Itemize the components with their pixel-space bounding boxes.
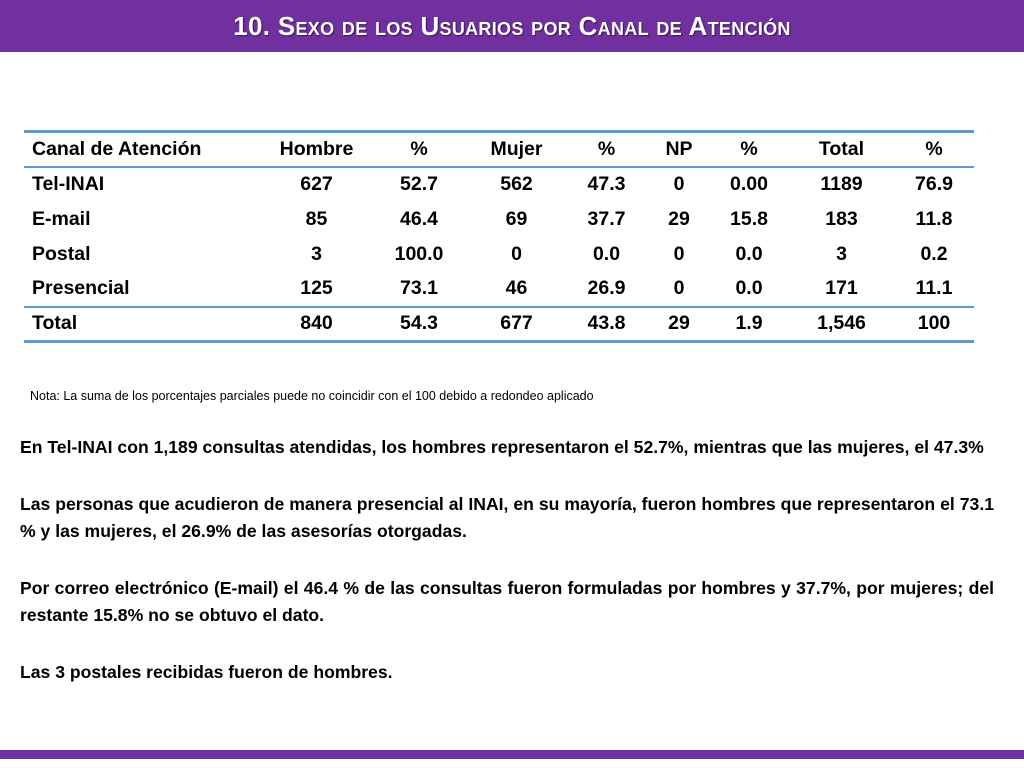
cell-np-pct: 0.0 — [735, 242, 763, 265]
table-row — [24, 237, 974, 272]
total-hombre: 840 — [300, 312, 333, 335]
cell-np: 0 — [673, 242, 685, 265]
cell-hombre: 85 — [305, 207, 328, 230]
cell-total: 183 — [825, 207, 858, 230]
cell-total-pct: 0.2 — [920, 242, 948, 265]
cell-np: 29 — [668, 207, 690, 230]
paragraph-postal: Las 3 postales recibidas fueron de hombres. — [20, 662, 393, 682]
paragraph-tel-inai: En Tel-INAI con 1,189 consultas atendidas, los hombres representaron el 52.7%, mientras que las mujeres, el 47.3% — [20, 437, 984, 457]
cell-hombre: 627 — [300, 173, 333, 195]
header-hombre-pct: % — [410, 137, 428, 160]
table-note: Nota: La suma de los porcentajes parciales puede no coincidir con el 100 debido a redondeo aplicado — [30, 389, 594, 403]
header-total-pct: % — [925, 137, 943, 160]
paragraph-presencial: Las personas que acudieron de manera presencial al INAI, en su mayoría, fueron hombres que representaron el 73.1 % y las mujeres, el 26.9% de las asesorías otorgadas. — [20, 494, 994, 541]
cell-mujer: 0 — [511, 242, 522, 265]
cell-total: 1189 — [820, 173, 863, 195]
total-total: 1,546 — [817, 312, 866, 335]
bottom-accent-bar — [0, 750, 1024, 759]
usuarios-table — [24, 130, 974, 343]
cell-np-pct: 0.00 — [730, 173, 768, 195]
total-label: Total — [32, 312, 78, 335]
cell-canal: E-mail — [32, 207, 91, 230]
cell-mujer: 69 — [505, 207, 528, 230]
paragraph-email: Por correo electrónico (E-mail) el 46.4 % de las consultas fueron formuladas por hombres y 37.7%, por mujeres; del restante 15.8% no se obtuvo el dato. — [20, 578, 994, 625]
cell-total: 3 — [836, 242, 847, 265]
cell-hombre: 125 — [300, 277, 333, 299]
cell-hombre-pct: 46.4 — [400, 207, 438, 230]
table-row — [24, 167, 974, 202]
cell-mujer-pct: 47.3 — [587, 173, 626, 195]
header-hombre: Hombre — [279, 137, 354, 160]
cell-mujer: 46 — [505, 277, 528, 299]
cell-canal: Presencial — [32, 277, 130, 299]
cell-total-pct: 11.1 — [915, 277, 953, 299]
cell-mujer-pct: 37.7 — [587, 207, 626, 230]
total-np: 29 — [668, 312, 690, 335]
cell-canal: Tel-INAI — [32, 173, 105, 195]
cell-hombre-pct: 100.0 — [394, 242, 444, 265]
cell-canal: Postal — [32, 242, 91, 265]
total-hombre-pct: 54.3 — [400, 312, 438, 335]
cell-np: 0 — [673, 277, 685, 299]
header-mujer-pct: % — [597, 137, 616, 160]
title-bar — [0, 0, 1024, 52]
total-np-pct: 1.9 — [735, 312, 763, 335]
cell-mujer: 562 — [500, 173, 533, 195]
cell-total-pct: 76.9 — [915, 173, 953, 195]
total-total-pct: 100 — [917, 312, 951, 335]
cell-mujer-pct: 26.9 — [587, 277, 626, 299]
cell-total-pct: 11.8 — [915, 207, 953, 230]
cell-total: 171 — [825, 277, 858, 299]
header-np-pct: % — [740, 137, 758, 160]
header-np: NP — [665, 137, 693, 160]
header-total: Total — [818, 137, 865, 160]
table-total-row — [24, 307, 974, 342]
table-row — [24, 202, 974, 237]
cell-np-pct: 15.8 — [730, 207, 768, 230]
cell-hombre-pct: 73.1 — [400, 277, 438, 299]
cell-hombre-pct: 52.7 — [400, 173, 438, 195]
total-mujer: 677 — [500, 312, 533, 335]
cell-np: 0 — [673, 173, 685, 195]
header-canal: Canal de Atención — [32, 137, 202, 160]
slide-title: 10. Sexo de los Usuarios por Canal de Atención — [233, 10, 791, 41]
total-mujer-pct: 43.8 — [587, 312, 626, 335]
summary-text — [20, 434, 994, 686]
cell-mujer-pct: 0.0 — [592, 242, 621, 265]
cell-np-pct: 0.0 — [735, 277, 763, 299]
table-header-row — [24, 132, 974, 167]
cell-hombre: 3 — [311, 242, 322, 265]
table-row — [24, 272, 974, 307]
header-mujer: Mujer — [490, 137, 543, 160]
